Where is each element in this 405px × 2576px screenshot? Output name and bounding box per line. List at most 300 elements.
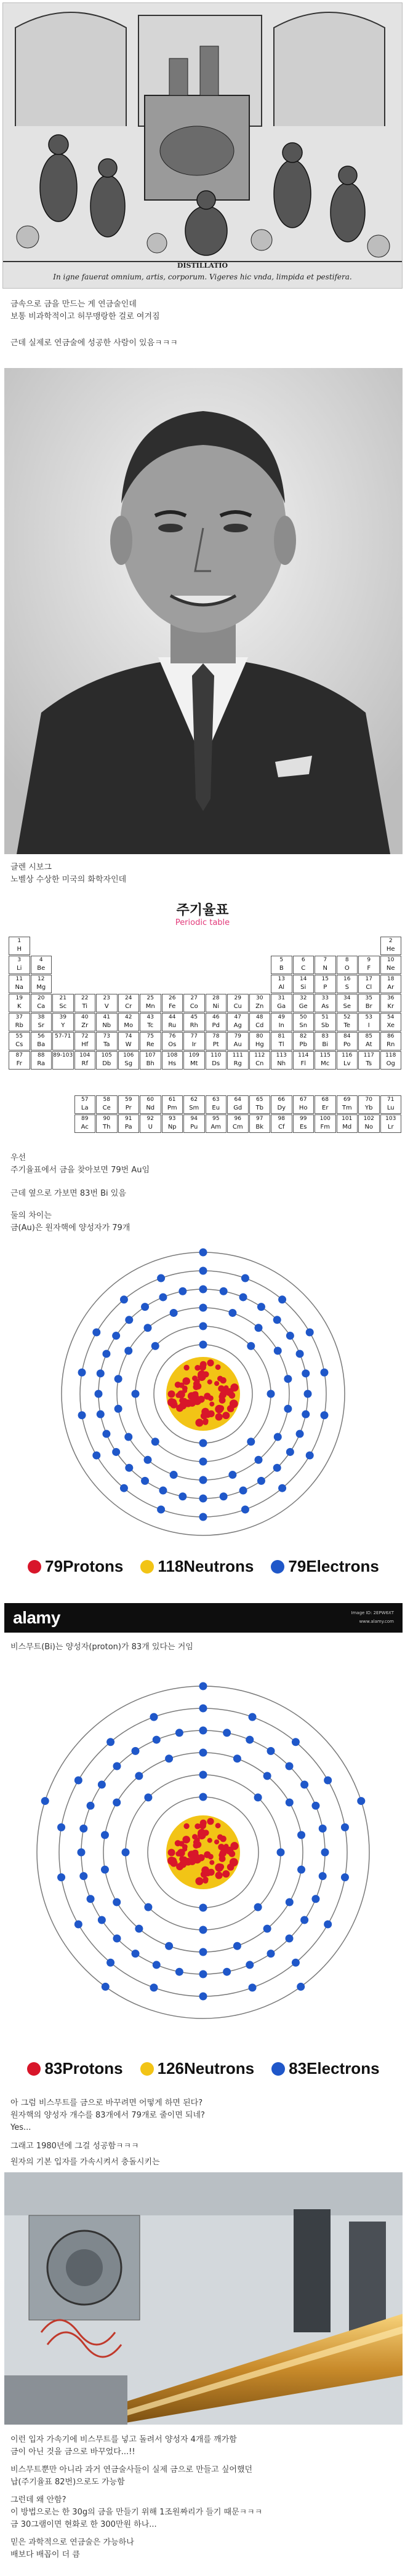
element-cell (293, 956, 315, 974)
element-cell (249, 1051, 271, 1070)
element-number: 5 (279, 957, 284, 963)
element-number: 15 (321, 976, 329, 982)
element-number: 30 (256, 995, 263, 1001)
element-cell (118, 994, 140, 1012)
element-cell (206, 1051, 227, 1070)
element-symbol: Ti (82, 1003, 88, 1010)
element-symbol: Rb (15, 1022, 23, 1029)
element-cell (74, 1013, 96, 1031)
electron-dot (114, 1405, 122, 1413)
element-number: 13 (278, 976, 285, 982)
element-number: 113 (276, 1052, 287, 1058)
element-cell (52, 994, 74, 1012)
electron-dot (254, 1324, 262, 1332)
element-number: 28 (212, 995, 220, 1001)
electron-dot (170, 1309, 178, 1317)
element-cell (380, 1032, 402, 1050)
electron-dot (220, 1492, 228, 1500)
alchemy-engraving-image (2, 2, 403, 289)
nucleon-dot (182, 1388, 187, 1393)
element-cell (271, 994, 292, 1012)
element-symbol: Se (343, 1003, 351, 1010)
text-line: 금속으로 금을 만드는 게 연금술인데 (10, 300, 137, 309)
element-symbol: Rn (387, 1041, 395, 1048)
element-number: 47 (234, 1014, 241, 1020)
paragraph-11 (0, 2434, 405, 2458)
electron-dot (131, 1747, 139, 1755)
element-number: 64 (234, 1097, 241, 1103)
nucleon-dot (188, 1399, 196, 1407)
paragraph-8 (0, 2097, 405, 2134)
paragraph-13 (0, 2494, 405, 2531)
nucleon-dot (228, 1865, 234, 1870)
text-line: 근데 옆으로 가보면 83번 Bi 있음 (10, 1189, 126, 1198)
element-number: 84 (343, 1033, 351, 1039)
element-number: 107 (145, 1052, 156, 1058)
gold-atom-svg (4, 1237, 403, 1551)
electron-dot (199, 1439, 207, 1447)
element-number: 90 (103, 1116, 110, 1122)
electron-dot (233, 1942, 241, 1950)
element-cell (380, 1114, 402, 1133)
electron-dot (341, 1873, 349, 1881)
electron-dot (319, 1825, 327, 1833)
element-symbol: Br (365, 1003, 372, 1010)
element-number: 66 (278, 1097, 285, 1103)
electron-dot (296, 1350, 304, 1358)
element-cell (206, 1032, 227, 1050)
element-symbol: P (323, 984, 327, 991)
element-cell (96, 1095, 118, 1114)
element-cell (249, 1013, 271, 1031)
electron-dot (324, 1921, 332, 1929)
element-symbol: Lu (387, 1105, 395, 1111)
electron-dot (257, 1303, 265, 1311)
element-symbol: Sb (321, 1022, 329, 1029)
element-cell (249, 1114, 271, 1133)
element-number: 23 (103, 995, 110, 1001)
element-symbol: Si (300, 984, 307, 991)
element-number: 80 (256, 1033, 263, 1039)
electrons-label: 79Electrons (288, 1557, 379, 1575)
element-number: 98 (278, 1116, 285, 1122)
legend-protons (27, 2059, 122, 2078)
element-symbol: Es (299, 1124, 307, 1130)
element-number: 18 (387, 976, 395, 982)
element-number: 14 (300, 976, 307, 982)
electron-dot (249, 1713, 257, 1721)
element-cell (271, 1013, 292, 1031)
paragraph-10 (0, 2156, 405, 2169)
element-number: 37 (15, 1014, 23, 1020)
element-cell (380, 1095, 402, 1114)
element-symbol: Pa (124, 1124, 132, 1130)
electron-dot (150, 1983, 158, 1991)
bismuth-atom-legend (4, 2059, 403, 2078)
element-number: 83 (321, 1033, 329, 1039)
element-number: 6 (301, 957, 305, 963)
element-number: 58 (103, 1097, 110, 1103)
periodic-table-title: 주기율표 (176, 903, 229, 918)
element-number: 57-71 (55, 1033, 71, 1039)
element-symbol: Sc (59, 1003, 67, 1010)
element-number: 86 (387, 1033, 395, 1039)
electron-dot (273, 1316, 281, 1324)
nucleon-dot (182, 1847, 187, 1852)
nucleon-dot (168, 1390, 175, 1398)
element-number: 102 (363, 1116, 374, 1122)
element-number: 25 (146, 995, 154, 1001)
element-symbol: Co (190, 1003, 198, 1010)
electron-dot (297, 1983, 305, 1991)
element-symbol: U (148, 1124, 153, 1130)
electron-dot (296, 1430, 304, 1438)
electron-dot (144, 1456, 152, 1464)
electron-dot (263, 1772, 271, 1780)
electron-dot (292, 1959, 300, 1967)
element-cell (271, 1095, 292, 1114)
element-symbol: Ar (387, 984, 395, 991)
electron-dot (286, 1332, 294, 1340)
nucleon-dot (214, 1381, 219, 1386)
electron-dot (300, 1916, 308, 1924)
element-cell (293, 1051, 315, 1070)
electrons-label: 83Electrons (289, 2059, 380, 2078)
neutron-dot-icon (140, 2062, 154, 2076)
text-line: 근데 실제로 연금술에 성공한 사람이 있음ㅋㅋㅋ (10, 338, 178, 348)
element-symbol: Gd (233, 1105, 243, 1111)
element-symbol: Li (17, 965, 22, 972)
element-symbol: Cf (278, 1124, 285, 1130)
electron-dot (57, 1873, 65, 1881)
nucleon-dot (215, 1364, 221, 1370)
nucleon-dot (207, 1838, 212, 1842)
element-symbol: Be (37, 965, 46, 972)
electron-dot (246, 1961, 254, 1969)
nucleon-dot (223, 1385, 228, 1390)
nucleon-dot (194, 1838, 200, 1843)
nucleon-dot (227, 1390, 233, 1395)
element-symbol: Ac (81, 1124, 89, 1130)
electron-dot (92, 1329, 100, 1337)
electron-dot (106, 1959, 114, 1967)
electron-dot (114, 1375, 122, 1383)
element-symbol: F (367, 965, 371, 972)
element-symbol: Nd (146, 1105, 155, 1111)
element-number: 94 (190, 1116, 198, 1122)
element-symbol: Xe (387, 1022, 395, 1029)
element-cell (337, 1013, 358, 1031)
element-number: 45 (190, 1014, 198, 1020)
element-cell (315, 1095, 336, 1114)
electron-dot (199, 1705, 207, 1713)
proton-dot-icon (28, 1560, 41, 1574)
element-number: 69 (343, 1097, 351, 1103)
text-line: 금 30그램이면 현화로 한 300만원 하나... (10, 2520, 157, 2529)
nucleon-dot (170, 1401, 177, 1408)
element-cell (227, 1051, 249, 1070)
element-number: 104 (79, 1052, 90, 1058)
element-number: 7 (323, 957, 327, 963)
element-cell (271, 956, 292, 974)
element-symbol: Hs (168, 1060, 177, 1067)
electron-dot (341, 1823, 349, 1831)
electron-dot (113, 1762, 121, 1770)
element-symbol: Sg (124, 1060, 133, 1067)
element-cell (162, 994, 183, 1012)
legend-protons (28, 1557, 123, 1576)
element-cell (293, 1114, 315, 1133)
element-cell (315, 956, 336, 974)
electron-dot (274, 1347, 282, 1355)
element-symbol: Cu (233, 1003, 242, 1010)
element-cell (162, 1032, 183, 1050)
portrait-illustration (4, 368, 403, 854)
electron-dot (101, 1866, 109, 1874)
element-cell (293, 1095, 315, 1114)
element-symbol: Fe (169, 1003, 176, 1010)
electron-dot (124, 1347, 132, 1355)
electron-dot (246, 1736, 254, 1744)
element-symbol: Na (15, 984, 24, 991)
element-symbol: Al (278, 984, 285, 991)
nucleon-dot (201, 1408, 209, 1416)
text-line: 비스무트뿐만 아니라 과거 연금술사들이 실제 금으로 만들고 싶어했던 (10, 2465, 253, 2474)
element-cell (52, 1013, 74, 1031)
element-cell (140, 1114, 161, 1133)
electron-dot (199, 1495, 207, 1503)
element-symbol: Am (211, 1124, 222, 1130)
element-symbol: Hf (81, 1041, 89, 1048)
electron-dot (153, 1961, 161, 1969)
element-symbol: Cd (255, 1022, 264, 1029)
element-cell (9, 1013, 30, 1031)
nucleon-dot (223, 1844, 228, 1849)
electron-dot (284, 1375, 292, 1383)
electron-dot (199, 1322, 207, 1330)
element-cell (162, 1051, 183, 1070)
electron-dot (159, 1293, 167, 1301)
element-cell (227, 1114, 249, 1133)
nucleon-dot (215, 1413, 223, 1420)
nucleon-dot (207, 1818, 214, 1825)
element-cell (315, 994, 336, 1012)
electron-dot (277, 1849, 285, 1857)
text-line: Yes... (10, 2123, 31, 2132)
element-cell (358, 1051, 380, 1070)
element-number: 89-103 (53, 1052, 73, 1058)
element-cell (118, 1114, 140, 1133)
element-cell (74, 1114, 96, 1133)
element-number: 79 (234, 1033, 241, 1039)
element-cell (337, 994, 358, 1012)
element-symbol: Er (322, 1105, 329, 1111)
element-symbol: Np (167, 1124, 177, 1130)
element-symbol: K (17, 1003, 22, 1010)
electron-dot (302, 1369, 310, 1377)
electron-dot (87, 1895, 95, 1903)
particle-accelerator-photo (4, 2172, 403, 2425)
electron-dot (97, 1410, 105, 1418)
electron-dot (74, 1921, 82, 1929)
element-cell (140, 1095, 161, 1114)
element-number: 34 (343, 995, 351, 1001)
element-symbol: Ra (37, 1060, 46, 1067)
electron-dot (112, 1448, 120, 1456)
element-symbol: Ds (212, 1060, 220, 1067)
electron-dot (159, 1487, 167, 1495)
element-number: 17 (365, 976, 372, 982)
nucleon-dot (193, 1384, 199, 1390)
alamy-site: www.alamy.com (359, 1619, 394, 1624)
element-number: 109 (188, 1052, 199, 1058)
gold-atom-legend (4, 1557, 403, 1576)
element-cell (183, 1032, 205, 1050)
element-number: 27 (190, 995, 198, 1001)
element-symbol: Te (343, 1022, 351, 1029)
nucleon-dot (168, 1849, 175, 1856)
element-number: 53 (365, 1014, 372, 1020)
nucleon-dot (202, 1420, 208, 1425)
electron-dot (254, 1903, 262, 1911)
element-cell (206, 1114, 227, 1133)
element-number: 103 (385, 1116, 396, 1122)
alamy-logo: alamy (13, 1608, 60, 1627)
engraving-title: DISTILLATIO (177, 262, 228, 270)
element-symbol: V (104, 1003, 109, 1010)
element-symbol: Eu (212, 1105, 220, 1111)
element-cell (140, 1013, 161, 1031)
element-cell (271, 975, 292, 993)
element-symbol: Zn (255, 1003, 264, 1010)
element-number: 99 (300, 1116, 307, 1122)
electron-dot (320, 1411, 328, 1419)
element-cell (140, 1032, 161, 1050)
text-line: 원자의 기본 입자를 가속시켜서 충돌시키는 (10, 2158, 160, 2167)
element-number: 36 (387, 995, 395, 1001)
nucleon-dot (227, 1848, 233, 1854)
electron-dot (199, 1267, 207, 1275)
element-symbol: Og (386, 1060, 395, 1067)
element-number: 49 (278, 1014, 285, 1020)
nucleon-dot (175, 1382, 181, 1388)
text-line: 믿은 과학적으로 연금술은 가능하나 (10, 2538, 134, 2547)
element-cell (271, 1051, 292, 1070)
element-symbol: Md (342, 1124, 352, 1130)
element-number: 72 (81, 1033, 89, 1039)
element-cell (337, 956, 358, 974)
nucleon-dot (220, 1377, 227, 1384)
element-cell (315, 1051, 336, 1070)
element-number: 8 (345, 957, 349, 963)
electron-dot (175, 1968, 183, 1976)
electron-dot (267, 1950, 275, 1958)
element-symbol: Mg (36, 984, 46, 991)
element-number: 70 (365, 1097, 372, 1103)
element-cell (9, 1032, 30, 1050)
element-symbol: Tc (147, 1022, 154, 1029)
element-symbol: Bh (146, 1060, 154, 1067)
element-symbol: N (323, 965, 327, 972)
element-number: 75 (146, 1033, 154, 1039)
nucleon-dot (179, 1860, 186, 1868)
element-cell (293, 1013, 315, 1031)
element-symbol: B (279, 965, 284, 972)
alamy-image-id: Image ID: 2EPW6XT (351, 1610, 394, 1615)
element-cell (74, 1032, 96, 1050)
element-symbol: Yb (365, 1105, 373, 1111)
element-number: 61 (169, 1097, 176, 1103)
electron-dot (199, 1341, 207, 1349)
element-number: 117 (363, 1052, 374, 1058)
nucleon-dot (198, 1829, 206, 1838)
electron-dot (263, 1925, 271, 1933)
element-number: 56 (38, 1033, 45, 1039)
element-number: 63 (212, 1097, 220, 1103)
electron-dot (102, 1350, 110, 1358)
electron-dot (78, 1369, 86, 1377)
element-number: 74 (125, 1033, 132, 1039)
element-symbol: Zr (81, 1022, 89, 1029)
electron-dot (120, 1295, 128, 1303)
element-number: 91 (125, 1116, 132, 1122)
element-symbol: Rf (81, 1060, 88, 1067)
element-cell (96, 1013, 118, 1031)
electron-dot (199, 1793, 207, 1801)
electron-dot-icon (271, 1560, 284, 1574)
element-number: 100 (319, 1116, 331, 1122)
element-cell (96, 994, 118, 1012)
electron-dot (74, 1777, 82, 1785)
neutron-dot-icon (140, 1560, 154, 1574)
element-symbol: O (344, 965, 350, 972)
electron-dot (144, 1324, 152, 1332)
electron-dot (131, 1950, 139, 1958)
nucleon-dot (207, 1359, 214, 1366)
nucleon-dot (208, 1395, 214, 1401)
electron-dot (297, 1831, 305, 1839)
element-number: 112 (254, 1052, 265, 1058)
electron-dot (178, 1287, 186, 1295)
electron-dot (125, 1464, 133, 1472)
element-number: 20 (38, 995, 45, 1001)
paragraph-2 (0, 337, 405, 350)
text-line: 우선 (10, 1153, 26, 1162)
electron-dot (228, 1471, 236, 1479)
element-symbol: He (386, 946, 395, 953)
electron-dot (324, 1777, 332, 1785)
electron-dot (78, 1411, 86, 1419)
element-number: 110 (211, 1052, 222, 1058)
element-symbol: Nb (102, 1022, 111, 1029)
nucleon-dot (218, 1385, 225, 1392)
element-cell (9, 956, 30, 974)
element-number: 19 (15, 995, 23, 1001)
element-cell (74, 994, 96, 1012)
nucleon-dot (201, 1866, 209, 1874)
electron-dot (199, 1286, 207, 1294)
element-cell (358, 975, 380, 993)
element-number: 118 (385, 1052, 396, 1058)
element-symbol: Dy (277, 1105, 286, 1111)
element-number: 115 (319, 1052, 331, 1058)
element-number: 67 (300, 1097, 307, 1103)
electron-dot (175, 1729, 183, 1737)
element-symbol: Pt (212, 1041, 219, 1048)
element-number: 4 (39, 957, 43, 963)
nucleon-dot (175, 1840, 181, 1846)
electron-dot (199, 1771, 207, 1779)
